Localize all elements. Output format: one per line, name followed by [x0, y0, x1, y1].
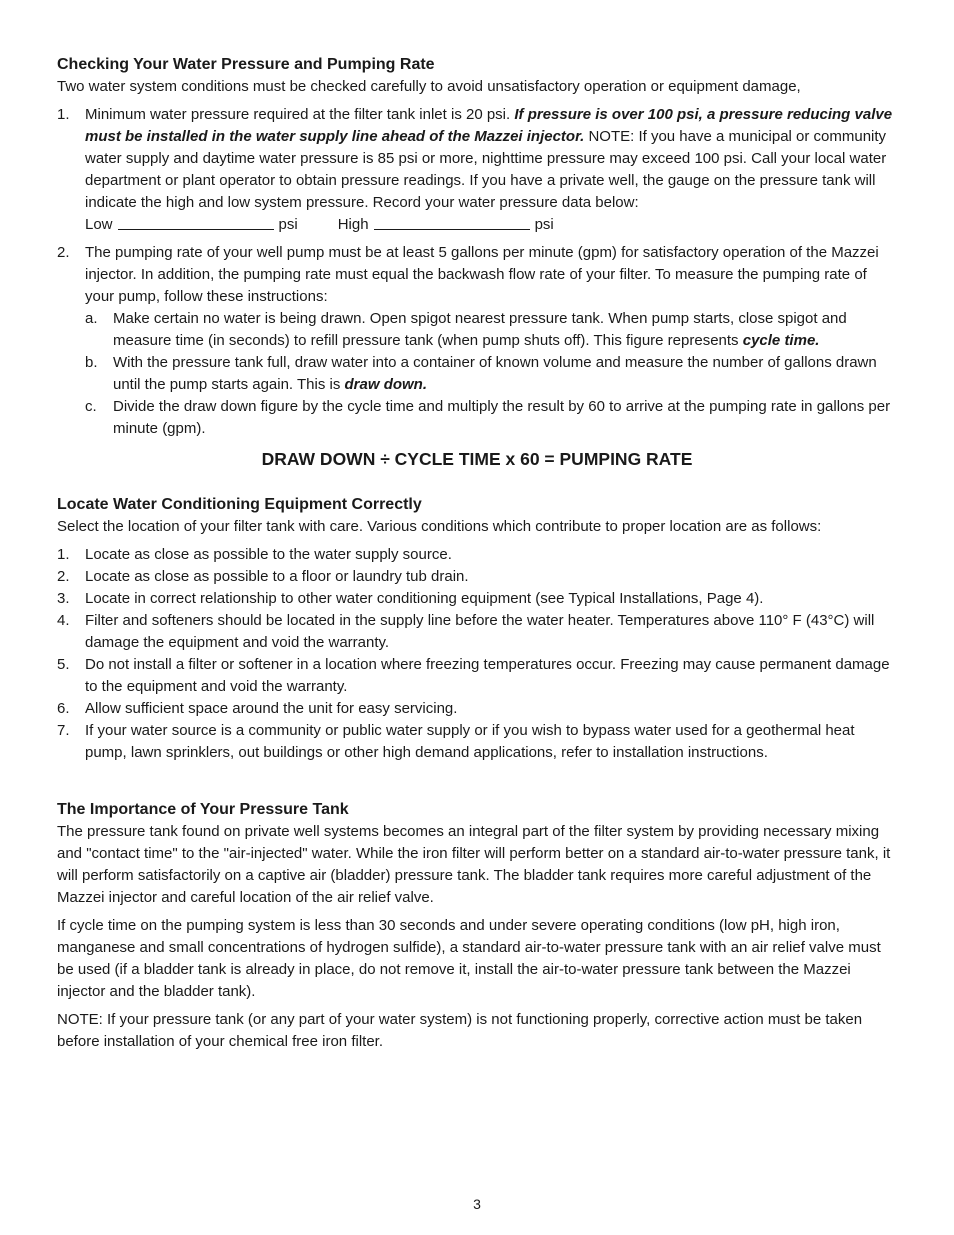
item-text: Allow sufficient space around the unit for easy servicing. — [85, 700, 458, 717]
sub-item-text: Make certain no water is being drawn. Open spigot nearest pressure tank. When pump starts, close spigot and measure time (in seconds) to refill pressure tank (when pump shuts off). This figure represents — [113, 310, 847, 349]
item-number: 5. — [57, 656, 70, 673]
high-label: High — [337, 216, 369, 233]
sub-item-letter: a. — [85, 310, 98, 327]
page-number: 3 — [473, 1196, 481, 1212]
item-number: 6. — [57, 700, 70, 717]
item-text: The pumping rate of your well pump must be at least 5 gallons per minute (gpm) for satisfactory operation of the Mazzei injector. In addition, the pumping rate must equal the backwash flow rate of your filter. To measure the pumping rate of your pump, follow these instructions: — [85, 244, 879, 305]
list-item — [57, 720, 897, 764]
list-item — [57, 104, 897, 236]
section-heading-pressure-tank: The Importance of Your Pressure Tank — [57, 801, 349, 818]
sub-list-item — [85, 352, 897, 396]
item-number: 2. — [57, 244, 70, 261]
list-item — [57, 588, 897, 610]
pumping-rate-formula: DRAW DOWN ÷ CYCLE TIME x 60 = PUMPING RATE — [261, 449, 693, 469]
low-label: Low — [85, 216, 113, 233]
sub-item-text: With the pressure tank full, draw water into a container of known volume and measure the number of gallons drawn until the pump starts again. This is — [113, 354, 877, 393]
section-intro: Two water system conditions must be checked carefully to avoid unsatisfactory operation or equipment damage, — [57, 78, 801, 95]
section-intro: Select the location of your filter tank with care. Various conditions which contribute to proper location are as follows: — [57, 518, 822, 535]
low-unit: psi — [278, 216, 298, 233]
section-heading-location: Locate Water Conditioning Equipment Correctly — [57, 496, 422, 513]
pressure-record-line — [85, 214, 897, 236]
high-pressure-blank — [374, 215, 530, 230]
item-number: 1. — [57, 106, 70, 123]
item-number: 4. — [57, 612, 70, 629]
sub-item-emphasis: cycle time. — [742, 332, 820, 349]
item-text-continued: NOTE: If you have a municipal or community water supply and daytime water pressure is 85 psi or more, nighttime pressure may exceed 100 psi. Call your local water department or plant operator to obtain pressure readings. If you have a private well, the gauge on the pressure tank will indicate the high and low system pressure. Record your water pressure data below: — [85, 128, 887, 211]
sub-list-item — [85, 396, 897, 440]
note-paragraph: NOTE: If your pressure tank (or any part of your water system) is not functioning properly, corrective action must be taken before installation of your chemical free iron filter. — [57, 1011, 863, 1050]
item-number: 7. — [57, 722, 70, 739]
sub-item-letter: b. — [85, 354, 98, 371]
item-warning-text: If pressure is over 100 psi, a pressure reducing valve must be installed in the water supply line ahead of the Mazzei injector. — [85, 106, 893, 145]
item-text: Locate in correct relationship to other water conditioning equipment (see Typical Installations, Page 4). — [85, 590, 764, 607]
high-unit: psi — [534, 216, 554, 233]
item-number: 1. — [57, 546, 70, 563]
item-number: 2. — [57, 568, 70, 585]
sub-item-emphasis: draw down. — [344, 376, 428, 393]
item-text: Do not install a filter or softener in a location where freezing temperatures occur. Freezing may cause permanent damage to the equipment and void the warranty. — [85, 656, 890, 695]
sub-item-letter: c. — [85, 398, 97, 415]
item-text: Locate as close as possible to a floor or laundry tub drain. — [85, 568, 469, 585]
list-item — [57, 698, 897, 720]
low-pressure-blank — [118, 215, 274, 230]
list-item — [57, 654, 897, 698]
section-heading-pressure: Checking Your Water Pressure and Pumping Rate — [57, 56, 435, 73]
item-text: If your water source is a community or public water supply or if you wish to bypass water used for a geothermal heat pump, lawn sprinklers, out buildings or other high demand applications, refer to installation instructions. — [85, 722, 855, 761]
item-number: 3. — [57, 590, 70, 607]
item-text: Locate as close as possible to the water supply source. — [85, 546, 452, 563]
item-text: Minimum water pressure required at the filter tank inlet is 20 psi. — [85, 106, 515, 123]
list-item — [57, 610, 897, 654]
list-item — [57, 544, 897, 566]
sub-item-text: Divide the draw down figure by the cycle time and multiply the result by 60 to arrive at the pumping rate in gallons per minute (gpm). — [113, 398, 891, 437]
sub-list-item — [85, 308, 897, 352]
item-text: Filter and softeners should be located in the supply line before the water heater. Temperatures above 110° F (43°C) will damage the equipment and void the warranty. — [85, 612, 875, 651]
document-page — [57, 54, 897, 1053]
paragraph: If cycle time on the pumping system is less than 30 seconds and under severe operating conditions (low pH, high iron, manganese and small concentrations of hydrogen sulfide), a standard air-to-water pressure tank with an air relief valve must be used (if a bladder tank is already in place, do not remove it, install the air-to-water pressure tank between the Mazzei injector and the bladder tank). — [57, 917, 881, 1000]
paragraph: The pressure tank found on private well systems becomes an integral part of the filter system by providing necessary mixing and "contact time" to the "air-injected" water. While the iron filter will perform better on a standard air-to-water pressure tank, it will perform satisfactorily on a captive air (bladder) pressure tank. The bladder tank requires more careful adjustment of the Mazzei injector and careful location of the air relief valve. — [57, 823, 891, 906]
list-item — [57, 242, 897, 440]
list-item — [57, 566, 897, 588]
